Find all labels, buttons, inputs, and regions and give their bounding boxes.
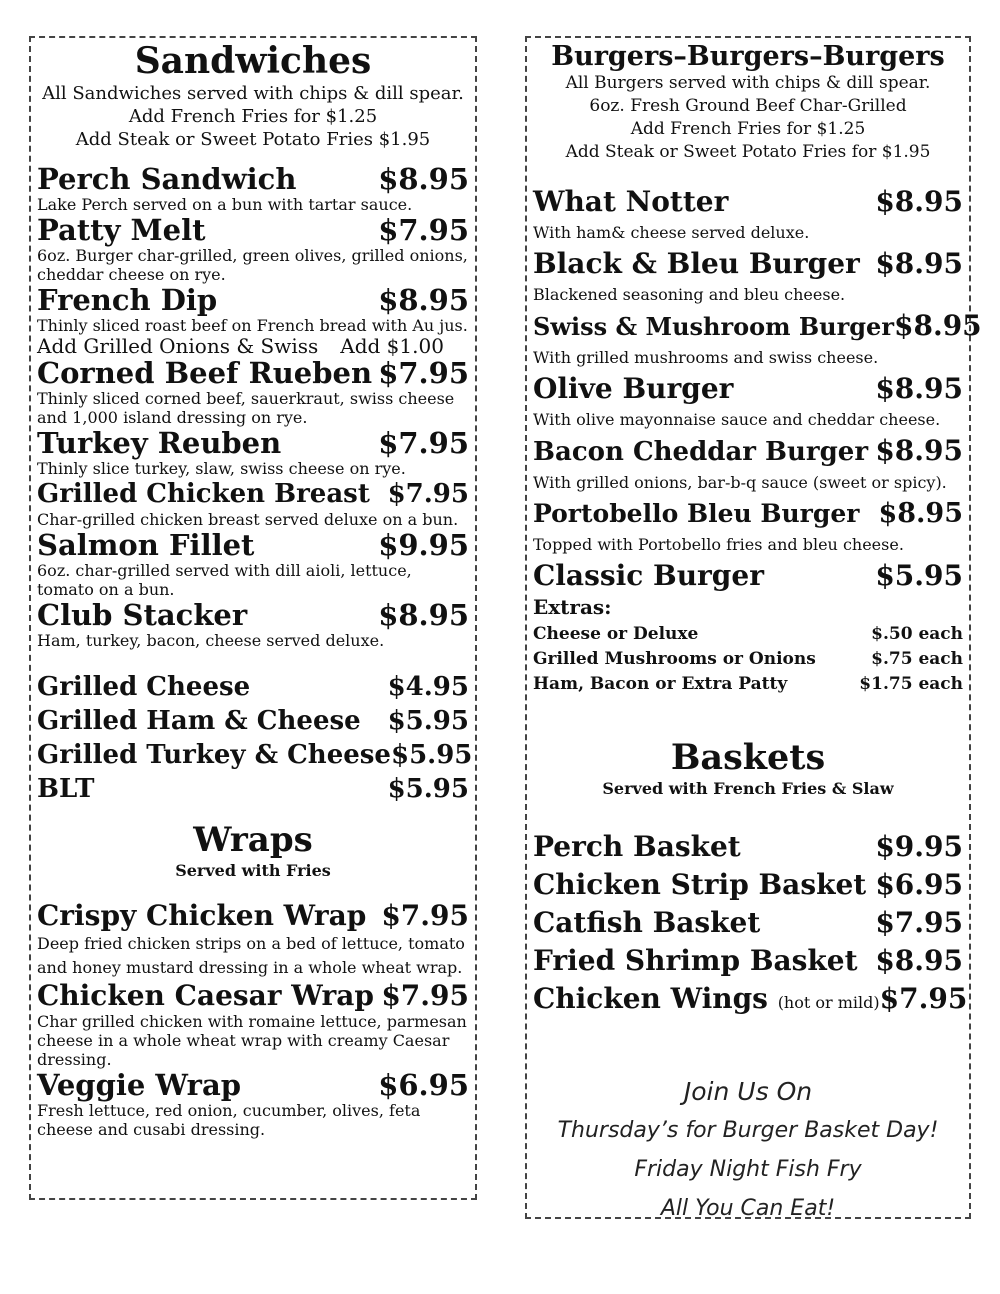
- menu-item: [37, 772, 469, 806]
- menu-item: [533, 373, 963, 435]
- wraps-title: Wraps: [193, 819, 313, 860]
- item-price: $8.95: [378, 597, 469, 632]
- item-price: $9.95: [378, 527, 469, 562]
- promo-line: All You Can Eat!: [660, 1196, 836, 1222]
- item-price: $9.95: [875, 830, 963, 864]
- menu-item: [37, 900, 469, 980]
- menu-item: [533, 498, 963, 560]
- item-name: Perch Basket: [533, 830, 741, 864]
- item-price: $8.95: [378, 282, 469, 317]
- addon-price: Add $1.00: [340, 333, 444, 358]
- extra-name: Grilled Mushrooms or Onions: [533, 648, 816, 669]
- item-addon: [37, 335, 469, 357]
- burgers-note: Add Steak or Sweet Potato Fries for $1.95: [565, 141, 931, 162]
- extra-row: [533, 647, 963, 672]
- item-name: Black & Bleu Burger: [533, 246, 860, 280]
- menu-item: [533, 560, 963, 592]
- menu-item: [533, 435, 963, 498]
- item-price: $8.95: [875, 433, 963, 467]
- item-name: Grilled Chicken Breast: [37, 478, 370, 509]
- item-price: $5.95: [875, 558, 963, 592]
- burgers-title: Burgers–Burgers–Burgers: [551, 41, 945, 72]
- menu-item: [533, 904, 963, 942]
- item-price: $8.95: [893, 308, 982, 342]
- extra-price: $.75 each: [871, 648, 963, 669]
- menu-item: [37, 529, 469, 599]
- item-name: Salmon Fillet: [37, 527, 255, 562]
- item-name: Catfish Basket: [533, 906, 761, 940]
- item-description: 6oz. char-grilled served with dill aioli, lettuce, tomato on a bun.: [37, 560, 412, 599]
- burgers-note: 6oz. Fresh Ground Beef Char-Grilled: [589, 95, 907, 116]
- item-name: Club Stacker: [37, 597, 248, 632]
- menu-item: [533, 980, 968, 1022]
- extras-title: Extras:: [533, 594, 612, 619]
- item-description: With ham& cheese served deluxe.: [533, 222, 810, 242]
- item-price: $8.95: [875, 371, 963, 405]
- item-price: $5.95: [387, 705, 469, 736]
- sandwiches-note: Add French Fries for $1.25: [128, 105, 378, 127]
- item-price: $7.95: [378, 212, 469, 247]
- item-name: Classic Burger: [533, 558, 764, 592]
- menu-item: [37, 670, 469, 704]
- item-name: Grilled Cheese: [37, 671, 251, 702]
- item-price: $7.95: [387, 478, 469, 509]
- menu-item: [37, 980, 469, 1069]
- item-name: What Notter: [533, 184, 729, 218]
- wraps-note: Served with Fries: [175, 860, 331, 880]
- left-menu-column: [29, 36, 477, 1200]
- item-name: French Dip: [37, 282, 218, 317]
- item-description: With olive mayonnaise sauce and cheddar cheese.: [533, 409, 941, 429]
- menu-item: [37, 163, 469, 214]
- sandwiches-note: All Sandwiches served with chips & dill spear.: [42, 82, 464, 104]
- item-name: Turkey Reuben: [37, 425, 282, 460]
- menu-item: [37, 599, 469, 650]
- menu-item: [533, 866, 963, 904]
- promo-line: Friday Night Fish Fry: [634, 1157, 862, 1183]
- sandwiches-title: Sandwiches: [134, 40, 372, 82]
- item-price: $6.95: [875, 868, 963, 902]
- item-description: Thinly sliced roast beef on French bread with Au jus.: [37, 315, 468, 335]
- item-price: $7.95: [381, 898, 469, 932]
- extra-row: [533, 672, 963, 697]
- item-name: Chicken Caesar Wrap: [37, 978, 374, 1012]
- item-name: Grilled Turkey & Cheese: [37, 739, 391, 770]
- item-name: Fried Shrimp Basket: [533, 944, 858, 978]
- item-description: Lake Perch served on a bun with tartar sauce.: [37, 194, 413, 214]
- item-price: $5.95: [390, 739, 473, 770]
- extra-price: $.50 each: [871, 623, 963, 644]
- promo-heading: Join Us On: [683, 1077, 813, 1107]
- item-name: Portobello Bleu Burger: [533, 498, 860, 528]
- menu-item: [37, 214, 469, 284]
- item-name: Grilled Ham & Cheese: [37, 705, 361, 736]
- menu-item: [37, 478, 469, 529]
- item-description: Char-grilled chicken breast served deluxe on a bun.: [37, 509, 459, 529]
- item-name: Swiss & Mushroom Burger: [533, 311, 894, 341]
- item-name: Crispy Chicken Wrap: [37, 898, 367, 932]
- menu-item: [533, 248, 963, 310]
- extra-name: Cheese or Deluxe: [533, 623, 699, 644]
- item-price: $7.95: [381, 978, 469, 1012]
- extra-price: $1.75 each: [859, 673, 963, 694]
- item-description: Blackened seasoning and bleu cheese.: [533, 284, 846, 304]
- item-description: With grilled mushrooms and swiss cheese.: [533, 347, 879, 367]
- menu-item: [37, 738, 473, 772]
- promo-line: Thursday’s for Burger Basket Day!: [557, 1118, 939, 1144]
- item-price: $8.95: [875, 944, 963, 978]
- item-price: $8.95: [875, 246, 963, 280]
- menu-item: [37, 284, 469, 357]
- item-price: $8.95: [378, 161, 469, 196]
- item-name: Bacon Cheddar Burger: [533, 436, 869, 467]
- extra-row: [533, 622, 963, 647]
- extra-name: Ham, Bacon or Extra Patty: [533, 673, 788, 694]
- item-description: Topped with Portobello fries and bleu cheese.: [533, 534, 904, 554]
- item-description: Thinly sliced corned beef, sauerkraut, swiss cheese and 1,000 island dressing on rye.: [37, 388, 455, 427]
- item-price: $7.95: [378, 425, 469, 460]
- item-description: With grilled onions, bar-b-q sauce (sweet or spicy).: [533, 472, 947, 492]
- item-name: Olive Burger: [533, 371, 734, 405]
- item-name: Corned Beef Rueben: [37, 355, 373, 390]
- item-description: 6oz. Burger char-grilled, green olives, grilled onions, cheddar cheese on rye.: [37, 245, 468, 284]
- item-description: Ham, turkey, bacon, cheese served deluxe.: [37, 630, 385, 650]
- item-name: Veggie Wrap: [37, 1067, 242, 1102]
- burgers-note: All Burgers served with chips & dill spear.: [565, 72, 931, 93]
- menu-item: [37, 1069, 469, 1139]
- addon-label: Add Grilled Onions & Swiss: [37, 333, 319, 358]
- menu-item: [533, 308, 982, 373]
- item-price: $5.95: [387, 773, 469, 804]
- item-name: BLT: [37, 773, 95, 804]
- item-price: $4.95: [387, 671, 469, 702]
- menu-item: [37, 357, 469, 427]
- baskets-note: Served with French Fries & Slaw: [602, 779, 894, 799]
- item-price: $8.95: [875, 184, 963, 218]
- item-price: $8.95: [878, 497, 963, 529]
- menu-item: [37, 704, 469, 738]
- menu-item: [533, 186, 963, 248]
- item-note: (hot or mild): [777, 993, 880, 1013]
- item-name: Chicken Strip Basket: [533, 868, 867, 902]
- right-menu-column: [525, 36, 982, 1222]
- item-name: Chicken Wings: [533, 982, 768, 1016]
- item-description: Thinly slice turkey, slaw, swiss cheese on rye.: [37, 458, 406, 478]
- item-price: $7.95: [875, 906, 963, 940]
- item-description: Fresh lettuce, red onion, cucumber, olives, feta cheese and cusabi dressing.: [37, 1100, 421, 1139]
- item-price: $7.95: [879, 982, 968, 1016]
- menu-item: [533, 942, 963, 980]
- item-name: Patty Melt: [37, 212, 206, 247]
- burgers-note: Add French Fries for $1.25: [630, 118, 866, 139]
- item-price: $7.95: [378, 355, 469, 390]
- baskets-title: Baskets: [670, 736, 826, 778]
- item-price: $6.95: [378, 1067, 469, 1102]
- sandwiches-note: Add Steak or Sweet Potato Fries $1.95: [75, 128, 431, 150]
- item-description: Char grilled chicken with romaine lettuce, parmesan cheese in a whole wheat wrap with creamy Caesar dressing.: [37, 1011, 467, 1069]
- item-name: Perch Sandwich: [37, 161, 297, 196]
- menu-item: [533, 828, 963, 866]
- menu-item: [37, 427, 469, 478]
- item-description: Deep fried chicken strips on a bed of lettuce, tomato and honey mustard dressing in a whole wheat wrap.: [37, 933, 465, 977]
